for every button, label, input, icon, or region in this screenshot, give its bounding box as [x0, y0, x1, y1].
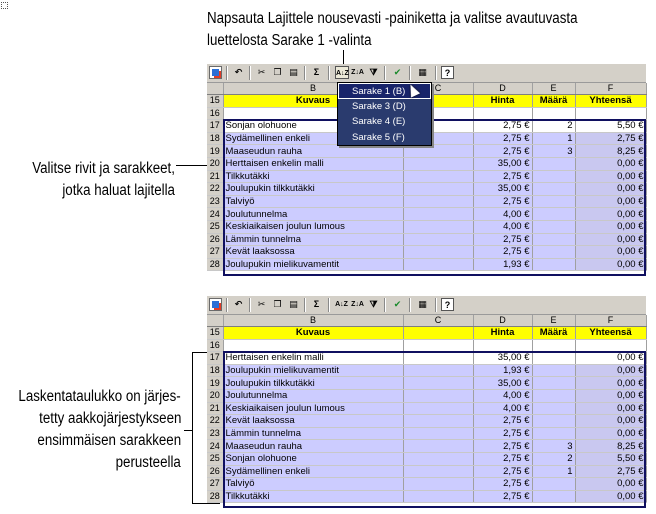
column-header-c[interactable]: C — [403, 315, 473, 327]
cell-total[interactable]: 2,75 € — [575, 132, 646, 145]
toolbar-top — [207, 64, 646, 83]
cell-c[interactable] — [403, 352, 473, 365]
table-row — [207, 377, 646, 390]
cell-c[interactable] — [403, 195, 473, 208]
cell-description[interactable]: Lämmin tunnelma — [223, 233, 403, 246]
cell-price[interactable]: 2,75 € — [473, 246, 532, 259]
table-row — [207, 157, 646, 170]
row-header[interactable]: 21 — [207, 402, 223, 415]
cell[interactable] — [532, 339, 575, 352]
cell-quantity[interactable] — [532, 258, 575, 271]
cell[interactable] — [403, 339, 473, 352]
column-header-e[interactable]: E — [532, 83, 575, 95]
row-header[interactable]: 19 — [207, 377, 223, 390]
cell-c[interactable] — [403, 452, 473, 465]
cell[interactable] — [223, 339, 403, 352]
table-icon[interactable]: ▦ — [418, 67, 427, 77]
cut-icon[interactable]: ✂ — [257, 299, 266, 309]
callout-bottom-line-2: tetty aakkojärjestykseen — [38, 410, 181, 427]
cell-total[interactable]: 0,00 € — [575, 352, 646, 365]
page-corner-marker — [1, 2, 8, 9]
header-cell-maara[interactable]: Määrä — [532, 327, 575, 340]
callout-bracket-pointer — [184, 430, 192, 431]
copy-icon[interactable]: ❐ — [273, 299, 282, 309]
header-cell-yhteensa[interactable]: Yhteensä — [575, 327, 646, 340]
callout-bottom-line-3: ensimmäisen sarakkeen — [37, 432, 181, 449]
header-cell-kuvaus[interactable]: Kuvaus — [223, 327, 403, 340]
spreadsheet-bottom — [207, 296, 646, 503]
paste-icon[interactable]: ▤ — [289, 299, 298, 309]
row-header[interactable]: 23 — [207, 195, 223, 208]
cell-total[interactable]: 0,00 € — [575, 364, 646, 377]
toolbar-separator — [304, 66, 306, 80]
cell-quantity[interactable] — [532, 415, 575, 428]
dropdown-item[interactable]: Sarake 1 (B) — [338, 83, 431, 99]
cell-price[interactable]: 1,93 € — [473, 258, 532, 271]
cell-total[interactable]: 2,75 € — [575, 465, 646, 478]
cell-quantity[interactable]: 1 — [532, 465, 575, 478]
cell-quantity[interactable] — [532, 377, 575, 390]
row-header[interactable]: 16 — [207, 339, 223, 352]
cell-total[interactable]: 5,50 € — [575, 120, 646, 133]
cell-quantity[interactable] — [532, 195, 575, 208]
table-row — [207, 352, 646, 365]
grid-bottom — [207, 315, 647, 503]
cell-c[interactable] — [403, 490, 473, 503]
cell-total[interactable]: 0,00 € — [575, 183, 646, 196]
app-icon — [209, 298, 222, 311]
cell-c[interactable] — [403, 220, 473, 233]
cell-quantity[interactable] — [532, 389, 575, 402]
cell-total[interactable]: 0,00 € — [575, 157, 646, 170]
row-header[interactable]: 18 — [207, 364, 223, 377]
cell-description[interactable]: Kevät laaksossa — [223, 415, 403, 428]
row-header[interactable]: 25 — [207, 220, 223, 233]
autosum-button[interactable]: Σ — [313, 299, 320, 309]
toolbar-separator — [249, 298, 251, 312]
row-header[interactable]: 19 — [207, 145, 223, 158]
toolbar-separator — [226, 298, 228, 312]
column-header-b[interactable]: B — [223, 315, 403, 327]
cell[interactable] — [575, 339, 646, 352]
table-row — [207, 427, 646, 440]
dropdown-item[interactable]: Sarake 3 (D) — [352, 100, 406, 112]
cell-description[interactable]: Joulupukin mielikuvamentit — [223, 364, 403, 377]
table-row — [207, 440, 646, 453]
table-row — [207, 465, 646, 478]
cell-price[interactable]: 2,75 € — [473, 415, 532, 428]
cell-c[interactable] — [403, 465, 473, 478]
cell-c[interactable] — [403, 183, 473, 196]
table-row — [207, 478, 646, 491]
cell-quantity[interactable]: 2 — [532, 452, 575, 465]
select-all-corner[interactable] — [207, 315, 223, 327]
cell-price[interactable]: 35,00 € — [473, 183, 532, 196]
row-header[interactable]: 20 — [207, 157, 223, 170]
cell-price[interactable]: 4,00 € — [473, 389, 532, 402]
check-icon[interactable]: ✔ — [393, 67, 402, 77]
row-header[interactable]: 15 — [207, 327, 223, 340]
cell-quantity[interactable]: 3 — [532, 440, 575, 453]
table-row — [207, 246, 646, 259]
table-row — [207, 183, 646, 196]
cell-total[interactable]: 0,00 € — [575, 208, 646, 221]
row-header[interactable]: 24 — [207, 440, 223, 453]
column-header-f[interactable]: F — [575, 315, 646, 327]
cell-c[interactable] — [403, 440, 473, 453]
cell-price[interactable]: 2,75 € — [473, 490, 532, 503]
cell-total[interactable]: 0,00 € — [575, 415, 646, 428]
cell-description[interactable]: Kevät laaksossa — [223, 246, 403, 259]
table-row — [207, 364, 646, 377]
cell-description[interactable]: Maaseudun rauha — [223, 440, 403, 453]
table-row — [207, 195, 646, 208]
row-header[interactable]: 24 — [207, 208, 223, 221]
cell-quantity[interactable] — [532, 233, 575, 246]
cell-total[interactable]: 0,00 € — [575, 246, 646, 259]
cell-price[interactable]: 2,75 € — [473, 145, 532, 158]
table-header-row — [207, 327, 646, 340]
table-row — [207, 452, 646, 465]
copy-icon[interactable]: ❐ — [273, 67, 282, 77]
cell-description[interactable]: Joulupukin tilkkutäkki — [223, 183, 403, 196]
cell-c[interactable] — [403, 377, 473, 390]
column-header-f[interactable]: F — [575, 83, 646, 95]
cell-description[interactable]: Joulutunnelma — [223, 389, 403, 402]
table-row — [207, 389, 646, 402]
table-row — [207, 415, 646, 428]
cell-total[interactable]: 0,00 € — [575, 233, 646, 246]
cell-price[interactable]: 35,00 € — [473, 352, 532, 365]
cell-c[interactable] — [403, 415, 473, 428]
cell-total[interactable]: 0,00 € — [575, 389, 646, 402]
row-header[interactable]: 28 — [207, 490, 223, 503]
cell-total[interactable]: 8,25 € — [575, 440, 646, 453]
row-header[interactable]: 26 — [207, 465, 223, 478]
cell-c[interactable] — [403, 145, 473, 158]
cell-quantity[interactable]: 1 — [532, 132, 575, 145]
cell-quantity[interactable]: 3 — [532, 145, 575, 158]
cell-total[interactable]: 0,00 € — [575, 490, 646, 503]
row-header[interactable]: 25 — [207, 452, 223, 465]
cell-price[interactable]: 4,00 € — [473, 402, 532, 415]
cell-total[interactable]: 0,00 € — [575, 478, 646, 491]
table-row — [207, 220, 646, 233]
cell-c[interactable] — [403, 364, 473, 377]
cell-price[interactable]: 2,75 € — [473, 440, 532, 453]
row-header[interactable]: 22 — [207, 183, 223, 196]
header-cell-hinta[interactable]: Hinta — [473, 327, 532, 340]
cell-c[interactable] — [403, 170, 473, 183]
cell-description[interactable]: Keskiaikaisen joulun lumous — [223, 220, 403, 233]
row-header[interactable]: 17 — [207, 352, 223, 365]
cell-description[interactable]: Sonjan olohuone — [223, 452, 403, 465]
cell-total[interactable]: 0,00 € — [575, 195, 646, 208]
filter-icon[interactable]: ⧩ — [369, 67, 378, 77]
cell-description[interactable]: Sonjan olohuone — [223, 120, 403, 133]
table-row — [207, 402, 646, 415]
cell-description[interactable]: Joulupukin mielikuvamentit — [223, 258, 403, 271]
cell-quantity[interactable] — [532, 170, 575, 183]
cell[interactable] — [575, 107, 646, 120]
cell-c[interactable] — [403, 246, 473, 259]
table-row — [207, 258, 646, 271]
cell-price[interactable]: 1,93 € — [473, 364, 532, 377]
row-header[interactable]: 16 — [207, 107, 223, 120]
cell-price[interactable]: 2,75 € — [473, 120, 532, 133]
cell-description[interactable]: Talviyö — [223, 478, 403, 491]
toolbar-separator — [409, 66, 411, 80]
cell-quantity[interactable] — [532, 157, 575, 170]
cell-total[interactable]: 0,00 € — [575, 220, 646, 233]
cell-price[interactable]: 2,75 € — [473, 195, 532, 208]
cell-quantity[interactable] — [532, 246, 575, 259]
column-header-b[interactable]: B — [223, 83, 403, 95]
header-cell-maara[interactable]: Määrä — [532, 95, 575, 108]
cell-price[interactable]: 4,00 € — [473, 208, 532, 221]
cell-description[interactable]: Herttaisen enkelin malli — [223, 157, 403, 170]
cell-quantity[interactable] — [532, 427, 575, 440]
row-header[interactable]: 22 — [207, 415, 223, 428]
callout-top-line-2: luettelosta Sarake 1 -valinta — [207, 32, 372, 49]
cell-quantity[interactable] — [532, 478, 575, 491]
cell-description[interactable]: Joulupukin tilkkutäkki — [223, 377, 403, 390]
check-icon[interactable]: ✔ — [393, 299, 402, 309]
dropdown-item[interactable]: Sarake 4 (E) — [352, 116, 406, 128]
table-row — [207, 490, 646, 503]
row-header[interactable]: 15 — [207, 95, 223, 108]
row-header[interactable]: 27 — [207, 478, 223, 491]
cell-price[interactable]: 4,00 € — [473, 220, 532, 233]
sort-descending-button[interactable]: Z↓A — [351, 69, 364, 76]
toolbar-separator — [328, 298, 330, 312]
cell-c[interactable] — [403, 478, 473, 491]
row-header[interactable]: 20 — [207, 389, 223, 402]
table-row — [207, 208, 646, 221]
cell-price[interactable]: 2,75 € — [473, 132, 532, 145]
undo-icon[interactable]: ↶ — [234, 299, 243, 309]
header-cell-c[interactable] — [403, 327, 473, 340]
cell-total[interactable]: 0,00 € — [575, 402, 646, 415]
table-row — [207, 170, 646, 183]
column-header-d[interactable]: D — [473, 315, 532, 327]
column-header-d[interactable]: D — [473, 83, 532, 95]
row-header[interactable]: 18 — [207, 132, 223, 145]
table-row — [207, 145, 646, 158]
toolbar-separator — [328, 66, 330, 80]
cell-quantity[interactable] — [532, 490, 575, 503]
column-header-row — [207, 315, 646, 327]
callout-top-line-1: Napsauta Lajittele nousevasti -painiketta ja valitse avautuvasta — [207, 10, 578, 27]
autosum-button[interactable]: Σ — [313, 67, 320, 77]
sort-descending-button[interactable]: Z↓A — [351, 301, 364, 308]
cell-description[interactable]: Talviyö — [223, 195, 403, 208]
callout-mid-line-2: jotka haluat lajitella — [62, 182, 175, 199]
toolbar-separator — [226, 66, 228, 80]
sort-ascending-button[interactable]: A↓Z — [335, 66, 349, 79]
toolbar-separator — [435, 298, 437, 312]
cell-price[interactable]: 35,00 € — [473, 377, 532, 390]
filter-icon[interactable]: ⧩ — [369, 299, 378, 309]
cell-quantity[interactable] — [532, 402, 575, 415]
toolbar-separator — [384, 298, 386, 312]
cell-c[interactable] — [403, 208, 473, 221]
cell-quantity[interactable] — [532, 364, 575, 377]
header-cell-kuvaus[interactable]: Kuvaus — [223, 95, 403, 108]
cell-quantity[interactable] — [532, 183, 575, 196]
row-header[interactable]: 28 — [207, 258, 223, 271]
row-header[interactable]: 21 — [207, 170, 223, 183]
toolbar-separator — [249, 66, 251, 80]
cell-description[interactable]: Maaseudun rauha — [223, 145, 403, 158]
cut-icon[interactable]: ✂ — [257, 67, 266, 77]
cell-description[interactable]: Tilkkutäkki — [223, 490, 403, 503]
cell-price[interactable]: 2,75 € — [473, 452, 532, 465]
header-cell-yhteensa[interactable]: Yhteensä — [575, 95, 646, 108]
cell-quantity[interactable] — [532, 352, 575, 365]
cell-quantity[interactable] — [532, 220, 575, 233]
column-header-e[interactable]: E — [532, 315, 575, 327]
toolbar-separator — [304, 298, 306, 312]
row-header[interactable]: 26 — [207, 233, 223, 246]
help-button[interactable]: ? — [441, 298, 454, 311]
toolbar-separator — [435, 66, 437, 80]
paste-icon[interactable]: ▤ — [289, 67, 298, 77]
row-header[interactable]: 17 — [207, 120, 223, 133]
blank-row — [207, 339, 646, 352]
cell-description[interactable]: Keskiaikaisen joulun lumous — [223, 402, 403, 415]
dropdown-item[interactable]: Sarake 5 (F) — [352, 131, 405, 143]
cell-price[interactable]: 2,75 € — [473, 478, 532, 491]
cell-quantity[interactable] — [532, 208, 575, 221]
undo-icon[interactable]: ↶ — [234, 67, 243, 77]
toolbar-separator — [409, 298, 411, 312]
column-header-c[interactable]: C — [403, 83, 473, 95]
cell-description[interactable]: Herttaisen enkelin malli — [223, 352, 403, 365]
callout-mid-line-1: Valitse rivit ja sarakkeet, — [32, 160, 175, 177]
row-header[interactable]: 23 — [207, 427, 223, 440]
table-row — [207, 233, 646, 246]
cell-description[interactable]: Lämmin tunnelma — [223, 427, 403, 440]
sort-ascending-button[interactable]: A↓Z — [335, 301, 348, 308]
cell-price[interactable]: 35,00 € — [473, 157, 532, 170]
cell-c[interactable] — [403, 389, 473, 402]
cell-c[interactable] — [403, 402, 473, 415]
cell-price[interactable]: 2,75 € — [473, 170, 532, 183]
cell-total[interactable]: 8,25 € — [575, 145, 646, 158]
callout-bracket-vertical — [192, 352, 193, 504]
cell-price[interactable]: 2,75 € — [473, 233, 532, 246]
cell-description[interactable]: Sydämellinen enkeli — [223, 465, 403, 478]
cell[interactable] — [473, 339, 532, 352]
cell-total[interactable]: 0,00 € — [575, 377, 646, 390]
callout-bottom-line-1: Laskentataulukko on järjes- — [18, 388, 181, 405]
cell-total[interactable]: 0,00 € — [575, 427, 646, 440]
cell-description[interactable]: Sydämellinen enkeli — [223, 132, 403, 145]
cell-total[interactable]: 5,50 € — [575, 452, 646, 465]
toolbar-bottom — [207, 296, 646, 315]
cell-c[interactable] — [403, 233, 473, 246]
cell[interactable] — [532, 107, 575, 120]
header-cell-hinta[interactable]: Hinta — [473, 95, 532, 108]
cell-description[interactable]: Joulutunnelma — [223, 208, 403, 221]
table-icon[interactable]: ▦ — [418, 299, 427, 309]
toolbar-separator — [384, 66, 386, 80]
cell-c[interactable] — [403, 157, 473, 170]
callout-bottom-line-4: perusteella — [115, 454, 181, 471]
select-all-corner[interactable] — [207, 83, 223, 95]
cell-price[interactable]: 2,75 € — [473, 427, 532, 440]
cell-quantity[interactable]: 2 — [532, 120, 575, 133]
cell-total[interactable]: 0,00 € — [575, 170, 646, 183]
cell[interactable] — [473, 107, 532, 120]
app-icon — [209, 66, 222, 79]
help-button[interactable]: ? — [441, 66, 454, 79]
cell-total[interactable]: 0,00 € — [575, 258, 646, 271]
cell-c[interactable] — [403, 258, 473, 271]
cell-description[interactable]: Tilkkutäkki — [223, 170, 403, 183]
row-header[interactable]: 27 — [207, 246, 223, 259]
cell-c[interactable] — [403, 427, 473, 440]
cell-price[interactable]: 2,75 € — [473, 465, 532, 478]
